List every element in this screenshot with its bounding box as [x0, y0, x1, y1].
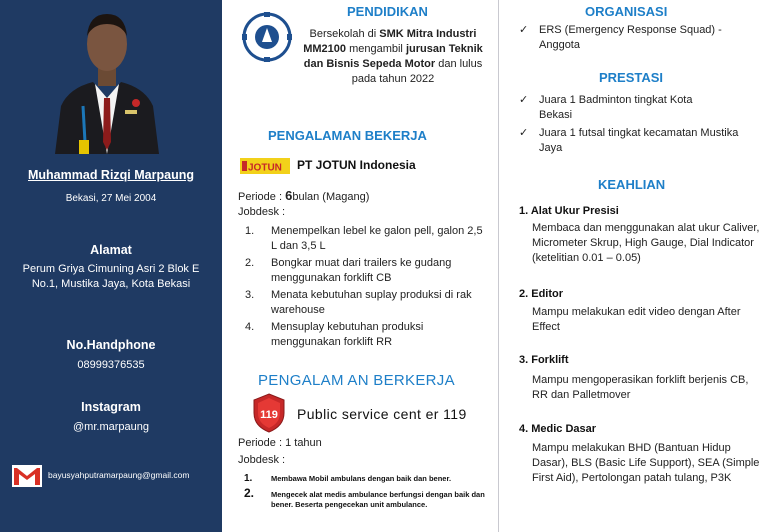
skill-title: 3. Forklift [519, 354, 569, 366]
jotun-logo-icon [240, 158, 290, 174]
svg-text:119: 119 [260, 409, 278, 421]
list-item: 4. Mensuplay kebutuhan produksi menggunakan forklift RR [245, 321, 424, 348]
achievements-heading: PRESTASI [599, 70, 664, 85]
education-text: Bersekolah di SMK Mitra Industri MM2100 mengambil jurusan Teknik dan Bisnis Sepeda Motor dan lulus pada tahun 2022 [303, 28, 483, 85]
list-item: 2. Mengecek alat medis ambulance berfungsi dengan baik dan bener. Beserta pengecekan unit ambulance. [244, 486, 485, 509]
skill-desc: Mampu mengoperasikan forklift berjenis CB, RR dan Palletmover [532, 374, 749, 401]
list-item: 3. Menata kebutuhan suplay produksi di rak warehouse [245, 289, 472, 316]
skill-title: 2. Editor [519, 288, 564, 300]
profile-photo [55, 2, 159, 154]
profile-name: Muhammad Rizqi Marpaung [28, 168, 194, 182]
company-name: PT JOTUN Indonesia [297, 158, 416, 172]
period2-text: Periode : 1 tahun [238, 437, 322, 449]
checkmark-icon: ✓ [519, 24, 529, 36]
education-heading: PENDIDIKAN [347, 4, 428, 19]
instagram-text: @mr.marpaung [73, 421, 149, 433]
experience-heading: PENGALAMAN BEKERJA [268, 128, 427, 143]
svg-text:JOTUN: JOTUN [248, 162, 282, 174]
achievements-list [519, 93, 759, 159]
skill-desc: Mampu melakukan edit video dengan After Effect [532, 306, 741, 333]
checkmark-icon: ✓ [519, 127, 529, 139]
list-item: ✓ Juara 1 Badminton tingkat Kota Bekasi [519, 94, 693, 121]
jobdesk2-label: Jobdesk : [238, 454, 286, 466]
profile-sidebar [0, 0, 222, 532]
checkmark-icon: ✓ [519, 94, 529, 106]
skill-desc: Membaca dan menggunakan alat ukur Caliver, Micrometer Skrup, High Gauge, Dial Indicator (ketelitian 0.01 – 0.05) [532, 222, 760, 264]
address-heading: Alamat [90, 243, 132, 257]
gmail-icon [12, 465, 42, 487]
instagram-heading: Instagram [81, 400, 141, 414]
list-item: ✓ ERS (Emergency Response Squad) - Anggota [519, 24, 722, 51]
organization-list [519, 23, 759, 56]
emergency-119-icon [252, 393, 286, 433]
company2-name: Public service cent er 119 [297, 406, 467, 422]
list-item: 2. Bongkar muat dari trailers ke gudang menggunakan forklift CB [245, 257, 452, 284]
list-item: 1. Membawa Mobil ambulans dengan baik dan bener. [244, 473, 452, 484]
experience2-heading: PENGALAM AN BERKERJA [258, 372, 455, 389]
address-text: Perum Griya Cimuning Asri 2 Blok E No.1, Mustika Jaya, Kota Bekasi [22, 263, 200, 290]
phone-heading: No.Handphone [66, 338, 156, 352]
skill-title: 4. Medic Dasar [519, 423, 597, 435]
skills-heading: KEAHLIAN [598, 177, 666, 192]
service-task-list [244, 474, 494, 516]
jotun-task-list [240, 224, 490, 352]
email-row [12, 465, 217, 487]
school-logo-icon [238, 12, 296, 62]
list-item: 1. Menempelkan lebel ke galon pell, galon 2,5 L dan 3,5 L [245, 225, 483, 252]
skill-desc: Mampu melakukan BHD (Bantuan Hidup Dasar), BLS (Basic Life Support), SEA (Simple First Aid), Pertolongan patah tulang, P3K [532, 442, 760, 484]
phone-text: 08999376535 [77, 359, 145, 371]
period-text: Periode : 6bulan (Magang) [238, 188, 370, 203]
profile-dob: Bekasi, 27 Mei 2004 [65, 193, 157, 204]
organization-heading: ORGANISASI [585, 4, 668, 19]
jobdesk-label: Jobdesk : [238, 206, 286, 218]
skill-title: 1. Alat Ukur Presisi [519, 205, 619, 217]
email-text: bayusyahputramarpaung@gmail.com [48, 470, 190, 480]
list-item: ✓ Juara 1 futsal tingkat kecamatan Mustika Jaya [519, 127, 739, 154]
